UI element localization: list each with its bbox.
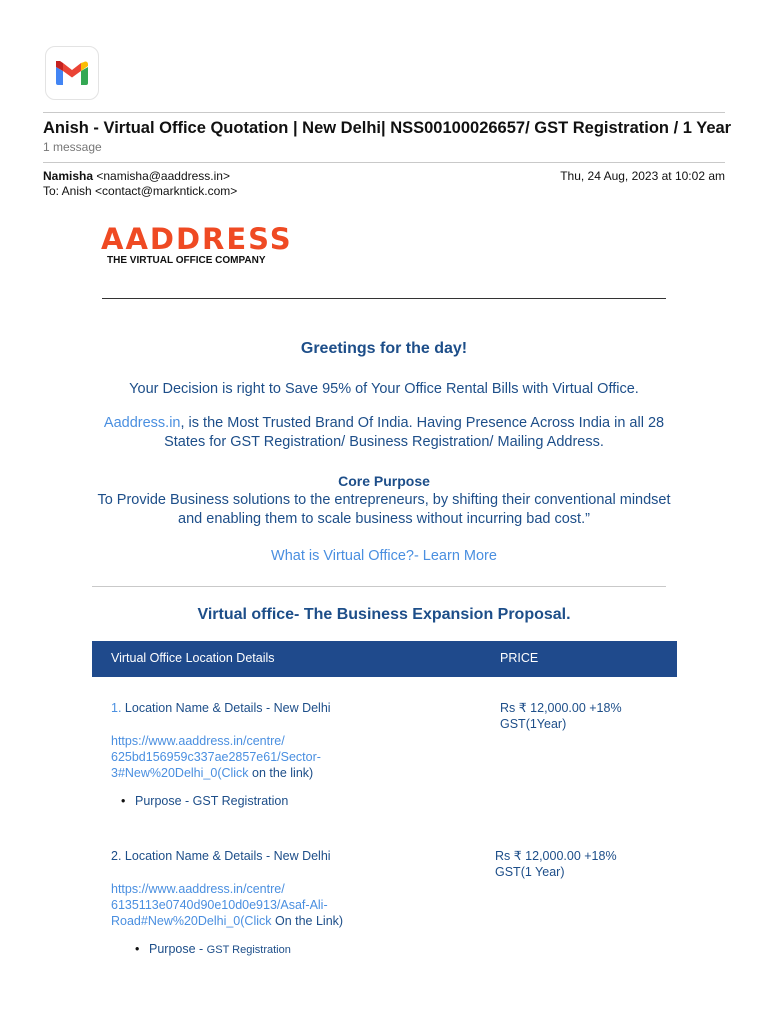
table-header xyxy=(92,641,677,677)
learn-more xyxy=(92,548,676,564)
purpose-label: Purpose - xyxy=(149,942,207,956)
email-subject: Anish - Virtual Office Quotation | New Delhi| NSS00100026657/ GST Registration / 1 Year xyxy=(43,119,732,137)
price-amount: Rs ₹ 12,000.00 +18% xyxy=(495,849,617,863)
trusted-text: , is the Most Trusted Brand Of India. Having Presence Across India in all 28 States for GST Registration/ Business Registration/ Mailing Address. xyxy=(164,415,665,450)
subject-divider xyxy=(43,162,725,163)
purpose-value: GST Registration xyxy=(206,944,291,956)
purpose-item xyxy=(149,941,361,958)
url-suffix: on the link) xyxy=(248,766,314,780)
url-line: https://www.aaddress.in/centre/ xyxy=(111,882,285,896)
location-label: Location Name & Details - New Delhi xyxy=(124,849,331,863)
purpose-label: Purpose - xyxy=(135,794,193,808)
gmail-logo xyxy=(45,46,99,100)
recipient: To: Anish <contact@markntick.com> xyxy=(43,184,238,198)
sender-email[interactable]: <namisha@aaddress.in> xyxy=(96,169,230,183)
greeting: Greetings for the day! xyxy=(300,340,468,357)
learn-more-link[interactable]: What is Virtual Office?- Learn More xyxy=(271,548,497,564)
location-label: Location Name & Details - New Delhi xyxy=(124,701,331,715)
core-purpose-title: Core Purpose xyxy=(338,473,430,489)
gmail-m-icon xyxy=(56,61,88,85)
price-term: GST(1 Year) xyxy=(495,865,565,879)
message-count: 1 message xyxy=(43,140,102,154)
url-line: Road#New%20Delhi_0(Click xyxy=(111,914,272,928)
purpose-list xyxy=(149,941,361,958)
brand-name: AADDRESS xyxy=(101,222,293,256)
column-location-header: Virtual Office Location Details xyxy=(111,651,275,665)
brand-divider xyxy=(102,298,666,299)
location-title xyxy=(111,848,361,864)
section-divider xyxy=(92,586,666,587)
price-term: GST(1Year) xyxy=(500,717,567,731)
brand-tagline: THE VIRTUAL OFFICE COMPANY xyxy=(107,255,266,266)
purpose-list xyxy=(135,793,361,809)
price-cell xyxy=(500,700,640,732)
row-number: 1. xyxy=(111,701,122,715)
core-purpose-text: To Provide Business solutions to the entrepreneurs, by shifting their conventional mindset and enabling them to scale business without incurring bad cost.” xyxy=(97,492,671,527)
url-line: 625bd156959c337ae2857e61/Sector- xyxy=(111,750,321,764)
proposal-title: Virtual office- The Business Expansion Proposal. xyxy=(197,606,571,623)
header-divider xyxy=(43,112,725,113)
location-title xyxy=(111,700,361,716)
decision-text: Your Decision is right to Save 95% of Your Office Rental Bills with Virtual Office. xyxy=(129,381,639,397)
row-number: 2. xyxy=(111,849,122,863)
location-url-block xyxy=(111,733,361,781)
location-url-block xyxy=(111,881,361,929)
url-line: 3#New%20Delhi_0(Click xyxy=(111,766,249,780)
aaddress-link[interactable]: Aaddress.in xyxy=(103,415,181,431)
table-row xyxy=(111,700,361,809)
url-suffix: On the Link) xyxy=(271,914,344,928)
purpose-value: GST Registration xyxy=(192,794,289,808)
trusted-paragraph xyxy=(92,414,676,452)
price-cell xyxy=(495,848,635,880)
url-line: 6135113e0740d90e10d0e913/Asaf-Ali- xyxy=(111,898,328,912)
url-line: https://www.aaddress.in/centre/ xyxy=(111,734,285,748)
sender-name: Namisha xyxy=(43,169,94,183)
purpose-item xyxy=(135,793,361,809)
column-price-header: PRICE xyxy=(500,651,539,665)
email-date: Thu, 24 Aug, 2023 at 10:02 am xyxy=(560,169,725,183)
sender xyxy=(43,169,230,183)
price-amount: Rs ₹ 12,000.00 +18% xyxy=(500,701,622,715)
brand-logo xyxy=(101,224,293,266)
table-row xyxy=(111,848,361,958)
